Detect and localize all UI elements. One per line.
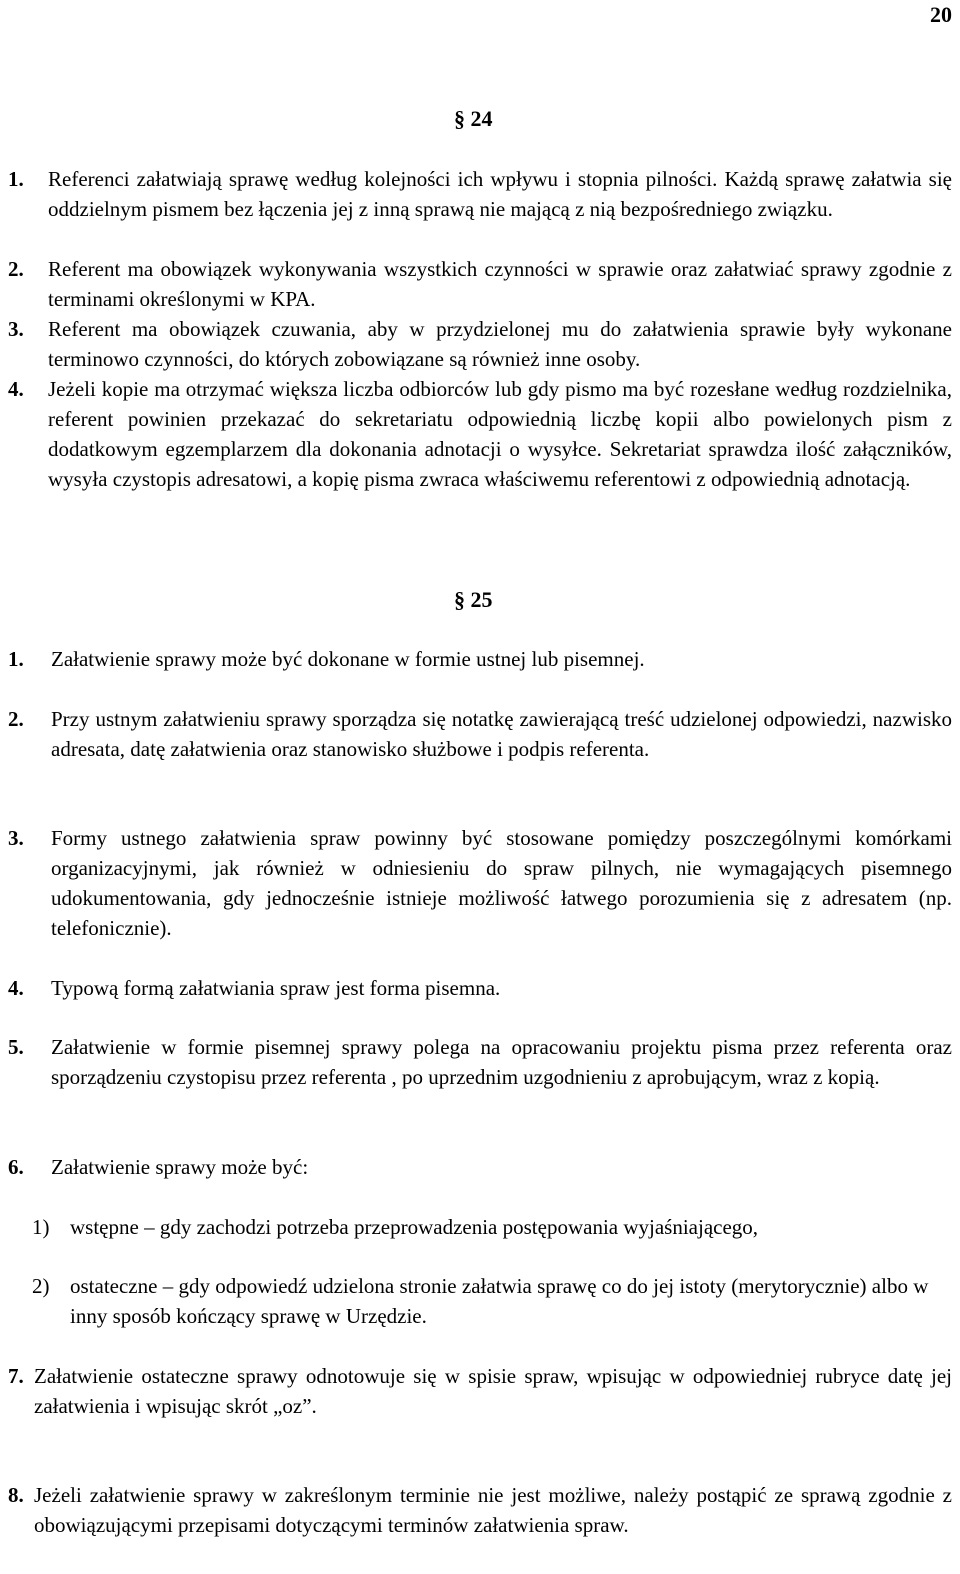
item-text: Załatwienie sprawy może być:: [51, 1155, 309, 1179]
list-item: [8, 823, 952, 943]
item-number: 1.: [8, 647, 24, 671]
list-item: [8, 254, 952, 314]
list-item: [8, 973, 952, 1003]
item-number: 7.: [8, 1364, 24, 1388]
item-text: Załatwienie sprawy może być dokonane w formie ustnej lub pisemnej.: [51, 647, 645, 671]
item-text: Jeżeli załatwienie sprawy w zakreślonym terminie nie jest możliwe, należy postąpić ze sprawą zgodnie z obowiązującymi przepisami dotyczącymi terminów załatwienia spraw.: [34, 1483, 952, 1537]
sub-item-text: ostateczne – gdy odpowiedź udzielona stronie załatwia sprawę co do jej istoty (merytorycznie) albo w inny sposób kończący sprawę w Urzędzie.: [70, 1274, 929, 1328]
list-item: [8, 314, 952, 374]
item-text: Przy ustnym załatwieniu sprawy sporządza się notatkę zawierającą treść udzielonej odpowiedzi, nazwisko adresata, datę załatwienia oraz stanowisko służbowe i podpis referenta.: [51, 707, 952, 761]
item-number: 2.: [8, 257, 24, 281]
list-item: [8, 374, 952, 494]
item-text: Formy ustnego załatwienia spraw powinny być stosowane pomiędzy poszczególnymi komórkami organizacyjnymi, jak również w odniesieniu do spraw pilnych, nie wymagających pisemnego udokumentowania, gdy jednocześnie istnieje możliwość łatwego porozumienia się z adresatem (np. telefonicznie).: [51, 826, 952, 940]
item-text: Referenci załatwiają sprawę według kolejności ich wpływu i stopnia pilności. Każdą sprawę załatwia się oddzielnym pismem bez łączenia jej z inną sprawą nie mającą z nią bezpośredniego związku.: [48, 167, 952, 221]
sub-item-number: 2): [32, 1274, 50, 1298]
item-text: Typową formą załatwiania spraw jest forma pisemna.: [51, 976, 501, 1000]
item-number: 4.: [8, 377, 24, 401]
item-text: Referent ma obowiązek czuwania, aby w przydzielonej mu do załatwienia sprawie były wykonane terminowo czynności, do których zobowiązane są również inne osoby.: [48, 317, 952, 371]
sub-item-text: wstępne – gdy zachodzi potrzeba przeprowadzenia postępowania wyjaśniającego,: [70, 1215, 759, 1239]
list-item: [8, 1152, 952, 1182]
item-number: 2.: [8, 707, 24, 731]
list-item: [8, 1480, 952, 1540]
item-number: 5.: [8, 1035, 24, 1059]
item-number: 1.: [8, 167, 24, 191]
sub-item-number: 1): [32, 1215, 50, 1239]
item-number: 3.: [8, 317, 24, 341]
section-title-25: § 25: [454, 587, 493, 612]
list-item: [8, 704, 952, 764]
sub-list-item: [8, 1271, 952, 1331]
list-item: [8, 1361, 952, 1421]
item-text: Jeżeli kopie ma otrzymać większa liczba odbiorców lub gdy pismo ma być rozesłane według rozdzielnika, referent powinien przekazać do sekretariatu odpowiednią liczbę kopii albo powielonych pism z dodatkowym egzemplarzem dla dokonania adnotacji o wysyłce. Sekretariat sprawdza ilość załączników, wysyła czystopis adresatowi, a kopię pisma zwraca właściwemu referentowi z odpowiednią adnotacją.: [48, 377, 952, 491]
list-item: [8, 644, 952, 674]
list-item: [8, 1032, 952, 1092]
item-number: 3.: [8, 826, 24, 850]
item-number: 8.: [8, 1483, 24, 1507]
section-title-24: § 24: [454, 106, 493, 131]
item-text: Referent ma obowiązek wykonywania wszystkich czynności w sprawie oraz załatwiać sprawy zgodnie z terminami określonymi w KPA.: [48, 257, 952, 311]
sub-list-item: [8, 1212, 952, 1242]
item-number: 6.: [8, 1155, 24, 1179]
list-item: [8, 164, 952, 224]
item-text: Załatwienie w formie pisemnej sprawy polega na opracowaniu projektu pisma przez referenta oraz sporządzeniu czystopisu przez referenta , po uprzednim uzgodnieniu z aprobującym, wraz z kopią.: [51, 1035, 952, 1089]
item-text: Załatwienie ostateczne sprawy odnotowuje się w spisie spraw, wpisując w odpowiedniej rubryce datę jej załatwienia i wpisując skrót „oz”.: [34, 1364, 952, 1418]
item-number: 4.: [8, 976, 24, 1000]
page-number: 20: [930, 2, 952, 27]
